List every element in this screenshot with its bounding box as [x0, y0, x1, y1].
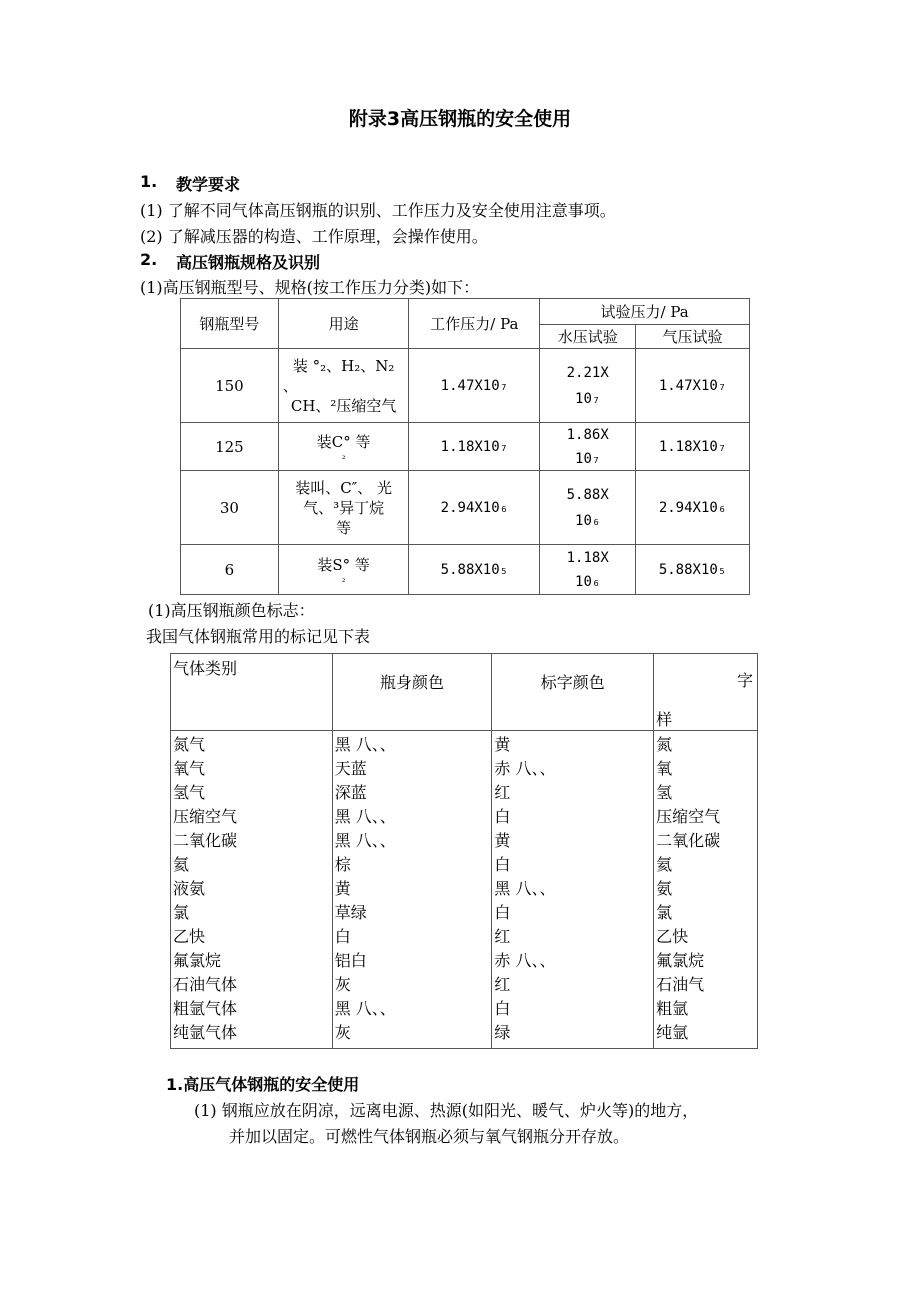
list-item: 草绿: [334, 903, 367, 922]
header-text: 气体类别: [173, 659, 238, 678]
header-model: 钢瓶型号: [181, 299, 279, 349]
header-text: 字: [736, 671, 753, 690]
row-gas-test: 1.18X10₇: [636, 423, 750, 471]
label-color-column: [492, 731, 654, 1049]
section1-heading: 教学要求: [176, 175, 241, 194]
header-body-color: [332, 654, 492, 731]
hydro-line: 10₇: [575, 450, 601, 467]
list-item: 赤 八、、: [494, 951, 556, 970]
row-hydro-test: [540, 349, 636, 423]
list-item: 红: [494, 975, 511, 994]
list-item: 氯: [173, 903, 190, 922]
header-label-color: [492, 654, 654, 731]
list-item: 灰: [334, 1023, 351, 1042]
row-hydro-test: [540, 471, 636, 545]
use-line: 装 °₂、H₂、N₂: [292, 356, 395, 375]
list-item: 液氨: [173, 879, 206, 898]
header-char-sample: [654, 654, 758, 731]
list-item: 红: [494, 927, 511, 946]
list-item: 黑 八、、: [334, 831, 396, 850]
list-item: 铝白: [334, 951, 367, 970]
section2-heading: 高压钢瓶规格及识别: [176, 253, 321, 272]
row-work-pressure: 1.47X10₇: [409, 349, 540, 423]
use-line: CH、²压缩空气: [290, 396, 397, 415]
row-hydro-test: [540, 545, 636, 595]
header-test-pressure: 试验压力/ Pa: [540, 299, 750, 325]
hydro-line: 10₆: [575, 512, 601, 529]
hydro-line: 1.86X: [566, 426, 609, 443]
list-item: 灰: [334, 975, 351, 994]
list-item: 白: [494, 807, 511, 826]
list-item: 氢气: [173, 783, 206, 802]
list-item: 黑 八、、: [334, 999, 396, 1018]
list-item: 氯: [656, 903, 673, 922]
use-line: ₂: [341, 574, 346, 585]
header-work-pressure: 工作压力/ Pa: [409, 299, 540, 349]
row-gas-test: 1.47X10₇: [636, 349, 750, 423]
row-use: [278, 545, 409, 595]
color-table: [170, 653, 758, 1049]
body-color-column: [332, 731, 492, 1049]
section1-number: 1.: [140, 172, 158, 191]
row-work-pressure: 5.88X10₅: [409, 545, 540, 595]
spec-intro: (1)高压钢瓶型号、规格(按工作压力分类)如下：: [140, 278, 480, 297]
hydro-line: 2.21X: [566, 364, 609, 381]
list-item: 天蓝: [334, 759, 367, 778]
list-item: 绿: [494, 1023, 511, 1042]
hydro-line: 5.88X: [566, 486, 609, 503]
row-gas-test: 2.94X10₆: [636, 471, 750, 545]
list-item: 黑 八、、: [494, 879, 556, 898]
table-row: [181, 471, 750, 545]
list-item: 乙快: [656, 927, 689, 946]
safety-item-line2: 并加以固定。可燃性气体钢瓶必须与氧气钢瓶分开存放。: [229, 1127, 630, 1146]
use-line: 装C° 等: [316, 432, 371, 451]
requirement-item-2: (2) 了解减压器的构造、工作原理，会操作使用。: [140, 227, 488, 246]
row-model: 30: [181, 471, 279, 545]
list-item: 黑 八、、: [334, 807, 396, 826]
header-gas-type: [171, 654, 333, 731]
list-item: 粗氩: [656, 999, 689, 1018]
header-text: 样: [656, 710, 673, 729]
list-item: 红: [494, 783, 511, 802]
hydro-line: 10₇: [575, 390, 601, 407]
section2-number: 2.: [140, 250, 158, 269]
list-item: 白: [494, 855, 511, 874]
list-item: 粗氩气体: [173, 999, 238, 1018]
char-sample-column: [654, 731, 758, 1049]
use-line: ₂: [341, 451, 346, 462]
list-item: 白: [494, 999, 511, 1018]
table-row: [181, 545, 750, 595]
list-item: 氟氯烷: [656, 951, 705, 970]
hydro-line: 1.18X: [566, 549, 609, 566]
list-item: 石油气: [656, 975, 705, 994]
use-line: 等: [336, 518, 352, 537]
list-item: 压缩空气: [656, 807, 721, 826]
list-item: 赤 八、、: [494, 759, 556, 778]
row-model: 125: [181, 423, 279, 471]
list-item: 黑 八、、: [334, 735, 396, 754]
list-item: 二氧化碳: [173, 831, 238, 850]
row-hydro-test: [540, 423, 636, 471]
row-use: [278, 349, 409, 423]
list-item: 深蓝: [334, 783, 367, 802]
header-gas-test: 气压试验: [636, 325, 750, 349]
table-row: [181, 349, 750, 423]
list-item: 黄: [334, 879, 351, 898]
list-item: 白: [334, 927, 351, 946]
list-item: 黄: [494, 831, 511, 850]
table-row: [181, 423, 750, 471]
header-hydro-test: 水压试验: [540, 325, 636, 349]
requirement-item-1: (1) 了解不同气体高压钢瓶的识别、工作压力及安全使用注意事项。: [140, 201, 616, 220]
list-item: 黄: [494, 735, 511, 754]
color-section-label: (1)高压钢瓶颜色标志：: [148, 601, 315, 620]
gas-type-column: [171, 731, 333, 1049]
use-line: 装S° 等: [317, 555, 370, 574]
row-model: 6: [181, 545, 279, 595]
color-table-intro: 我国气体钢瓶常用的标记见下表: [146, 627, 371, 646]
list-item: 氧气: [173, 759, 206, 778]
use-line: 气、³异丁烷: [303, 498, 385, 517]
list-item: 白: [494, 903, 511, 922]
list-item: 石油气体: [173, 975, 238, 994]
list-item: 纯氩: [656, 1023, 689, 1042]
row-gas-test: 5.88X10₅: [636, 545, 750, 595]
list-item: 棕: [334, 855, 351, 874]
row-work-pressure: 2.94X10₆: [409, 471, 540, 545]
header-text: 标字颜色: [540, 673, 605, 692]
use-line: 装叫、C″、 光: [295, 478, 393, 497]
header-use: 用途: [278, 299, 409, 349]
row-use: [278, 423, 409, 471]
section3-heading: 1.高压气体钢瓶的安全使用: [166, 1075, 360, 1094]
list-item: 氦: [173, 855, 190, 874]
list-item: 乙快: [173, 927, 206, 946]
list-item: 氦: [656, 855, 673, 874]
list-item: 氨: [656, 879, 673, 898]
hydro-line: 10₆: [575, 573, 601, 590]
list-item: 二氧化碳: [656, 831, 721, 850]
list-item: 氮: [656, 735, 673, 754]
row-use: [278, 471, 409, 545]
use-line: 、: [282, 376, 298, 395]
list-item: 氟氯烷: [173, 951, 222, 970]
page-title: 附录3高压钢瓶的安全使用: [348, 108, 572, 130]
spec-table: [180, 298, 750, 595]
row-model: 150: [181, 349, 279, 423]
list-item: 压缩空气: [173, 807, 238, 826]
list-item: 氧: [656, 759, 673, 778]
list-item: 氢: [656, 783, 673, 802]
list-item: 氮气: [173, 735, 206, 754]
row-work-pressure: 1.18X10₇: [409, 423, 540, 471]
list-item: 纯氩气体: [173, 1023, 238, 1042]
header-text: 瓶身颜色: [380, 673, 445, 692]
safety-item-line1: (1) 钢瓶应放在阴凉，远离电源、热源(如阳光、暖气、炉火等)的地方，: [194, 1101, 699, 1120]
